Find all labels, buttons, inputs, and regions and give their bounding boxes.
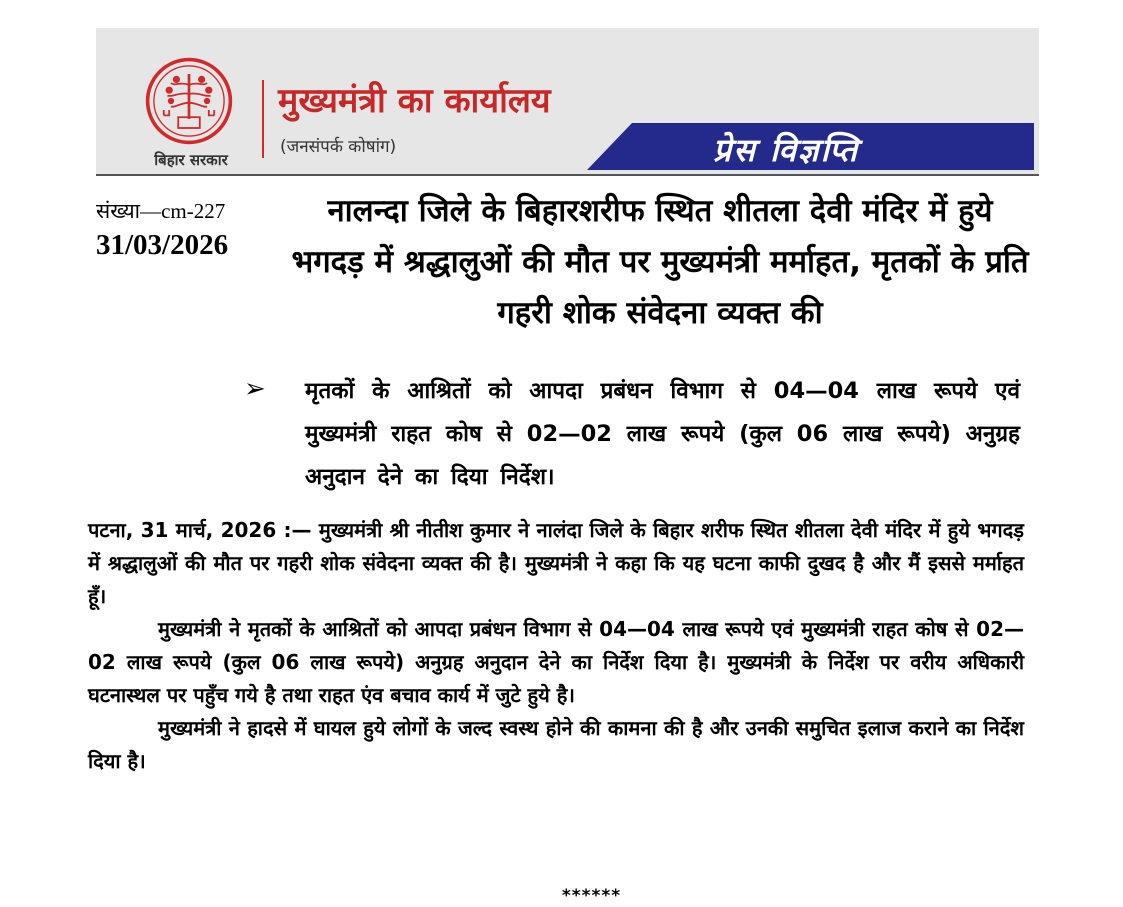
letterhead: [96, 28, 1039, 174]
press-body: [88, 514, 1024, 778]
body-paragraph: मुख्यमंत्री ने हादसे में घायल हुये लोगों के जल्द स्वस्थ होने की कामना की है और उनकी समुचित इलाज कराने का निर्देश दिया है।: [88, 716, 1024, 773]
arrowhead-bullet-icon: ➢: [244, 374, 266, 404]
highlight-text: मृतकों के आश्रितों को आपदा प्रबंधन विभाग से 04—04 लाख रूपये एवं मुख्यमंत्री राहत कोष से 02—02 लाख रूपये (कुल 06 लाख रूपये) अनुग्रह अनुदान देने का दिया निर्देश।: [305, 378, 1020, 490]
press-release-label: प्रेस विज्ञप्ति: [713, 131, 859, 169]
office-subtitle: (जनसंपर्क कोषांग): [280, 137, 397, 157]
bihar-emblem-icon: [144, 56, 234, 146]
end-mark: ******: [561, 886, 622, 906]
body-paragraph: पटना, 31 मार्च, 2026 :— मुख्यमंत्री श्री नीतीश कुमार ने नालंदा जिले के बिहार शरीफ स्थित शीतला देवी मंदिर में हुये भगदड़ में श्रद्धालुओं की मौत पर गहरी शोक संवेदना व्यक्त की है। मुख्यमंत्री ने कहा कि यह घटना काफी दुखद है और मैं इससे मर्माहत हूँ।: [88, 518, 1024, 608]
header-rule: [96, 174, 1039, 176]
reference-number: संख्या—cm-227: [96, 199, 226, 223]
emblem-label: बिहार सरकार: [154, 151, 228, 169]
office-title: मुख्यमंत्री का कार्यालय: [278, 81, 551, 121]
headline: नालन्दा जिले के बिहारशरीफ स्थित शीतला देवी मंदिर में हुये भगदड़ में श्रद्धालुओं की मौत पर मुख्यमंत्री मर्माहत, मृतकों के प्रति गहरी शोक संवेदना व्यक्त की: [291, 193, 1029, 331]
header-divider: [262, 80, 264, 158]
reference-date: 31/03/2026: [96, 229, 229, 261]
body-paragraph: मुख्यमंत्री ने मृतकों के आश्रितों को आपदा प्रबंधन विभाग से 04—04 लाख रूपये एवं मुख्यमंत्री राहत कोष से 02—02 लाख रूपये (कुल 06 लाख रूपये) अनुग्रह अनुदान देने का निर्देश दिया है। मुख्यमंत्री के निर्देश पर वरीय अधिकारी घटनास्थल पर पहुँच गये है तथा राहत एंव बचाव कार्य में जुटे हुये है।: [88, 617, 1024, 707]
